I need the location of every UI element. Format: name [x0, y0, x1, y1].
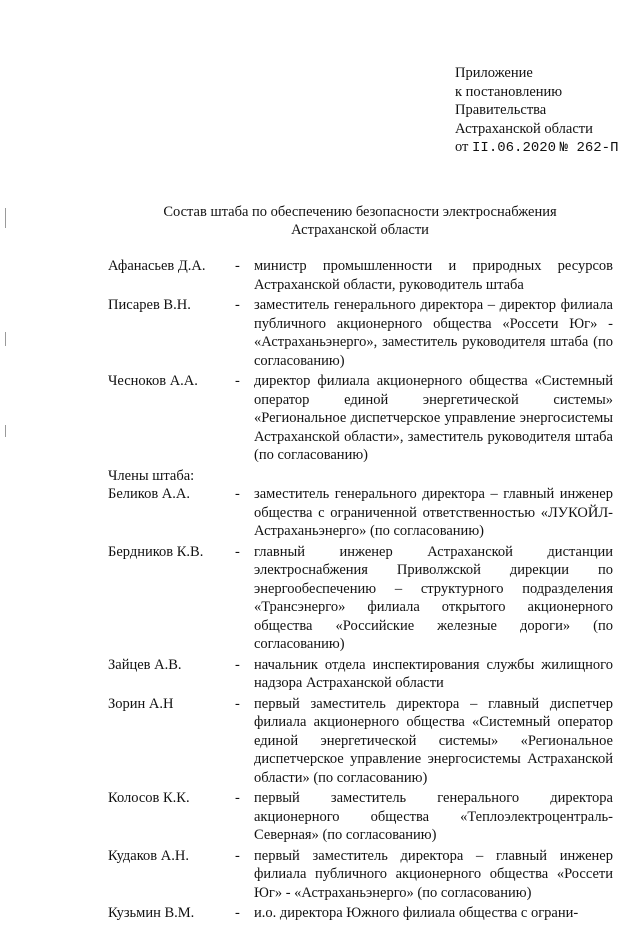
members-heading: Члены штаба:: [108, 467, 195, 484]
person-name: Афанасьев Д.А.: [108, 258, 206, 274]
person-name: Зайцев А.В.: [108, 656, 182, 673]
appendix-line: к постановлению: [455, 83, 563, 100]
appendix-date-prefix: от: [455, 139, 469, 155]
dash: -: [235, 297, 240, 313]
appendix-date-line: [455, 138, 618, 158]
dash: -: [235, 656, 240, 673]
person-name: Писарев В.Н.: [108, 297, 191, 313]
person-role: первый заместитель генерального директора акционерного общества «Теплоэлектроцентраль-Северная» (по согласованию): [254, 790, 613, 843]
staff-entry: [108, 904, 613, 923]
person-name: Бердников К.В.: [108, 543, 204, 560]
person-name: Кузьмин В.М.: [108, 905, 195, 921]
title-line: Состав штаба по обеспечению безопасности электроснабжения: [163, 204, 557, 220]
staff-entry: [108, 789, 613, 845]
person-role: начальник отдела инспектирования службы жилищного надзора Астраханской области: [254, 656, 613, 691]
appendix-line: Астраханской области: [455, 120, 593, 137]
person-name: Кудаков А.Н.: [108, 847, 189, 864]
dash: -: [235, 373, 240, 389]
dash: -: [235, 905, 240, 921]
scan-artifact: [5, 425, 6, 437]
staff-entry: [108, 372, 613, 465]
document-title: [100, 203, 620, 239]
person-role: министр промышленности и природных ресурсов Астраханской области, руководитель штаба: [254, 258, 613, 293]
dash: -: [235, 695, 240, 712]
person-role: первый заместитель директора – главный инженер филиала публичного акционерного общества «Россети Юг» - «Астраханьэнерго» (по согласованию): [254, 847, 613, 901]
staff-entry: [108, 543, 613, 654]
appendix-date: II.06.2020: [472, 140, 557, 156]
person-name: Колосов К.К.: [108, 790, 190, 806]
staff-entry: [108, 257, 613, 294]
staff-entry: [108, 695, 613, 788]
person-role: заместитель генерального директора – директор филиала публичного акционерного общества «Россети Юг» - «Астраханьэнерго», заместитель руководителя штаба (по согласованию): [254, 297, 613, 369]
staff-entry: [108, 485, 613, 541]
scan-artifact: [5, 208, 6, 228]
dash: -: [235, 847, 240, 864]
person-role: главный инженер Астраханской дистанции электроснабжения Приволжской дирекции по энергообеспечению – структурного подразделения «Трансэнерго» филиала открытого акционерного общества «Российские железные дороги» (по согласованию): [254, 543, 613, 652]
dash: -: [235, 543, 240, 560]
dash: -: [235, 790, 240, 806]
appendix-header: [455, 64, 618, 158]
person-role: заместитель генерального директора – главный инженер общества с ограниченной ответственностью «ЛУКОЙЛ-Астраханьэнерго» (по согласованию): [254, 486, 613, 539]
appendix-number: № 262-П: [559, 140, 619, 156]
title-line: Астраханской области: [291, 222, 429, 238]
staff-list: [108, 257, 613, 925]
person-role: и.о. директора Южного филиала общества с ограни-: [254, 905, 579, 921]
person-role: директор филиала акционерного общества «Системный оператор единой энергетической системы» «Региональное диспетчерское управление энергосистемы Астраханской области», заместитель руководителя штаба (по согласованию): [254, 373, 613, 463]
person-name: Чесноков А.А.: [108, 373, 198, 389]
person-role: первый заместитель директора – главный диспетчер филиала акционерного общества «Системный оператор единой энергетической системы» «Региональное диспетчерское управление энергосистемы Астраханской области» (по согласованию): [254, 695, 613, 786]
staff-entry: [108, 847, 613, 903]
person-name: Зорин А.Н: [108, 695, 174, 712]
person-name: Беликов А.А.: [108, 486, 190, 502]
staff-entry: [108, 656, 613, 693]
dash: -: [235, 486, 240, 502]
appendix-line: Правительства: [455, 102, 547, 118]
appendix-line: Приложение: [455, 65, 533, 81]
scan-artifact: [5, 332, 6, 346]
staff-entry: [108, 296, 613, 370]
dash: -: [235, 258, 240, 274]
